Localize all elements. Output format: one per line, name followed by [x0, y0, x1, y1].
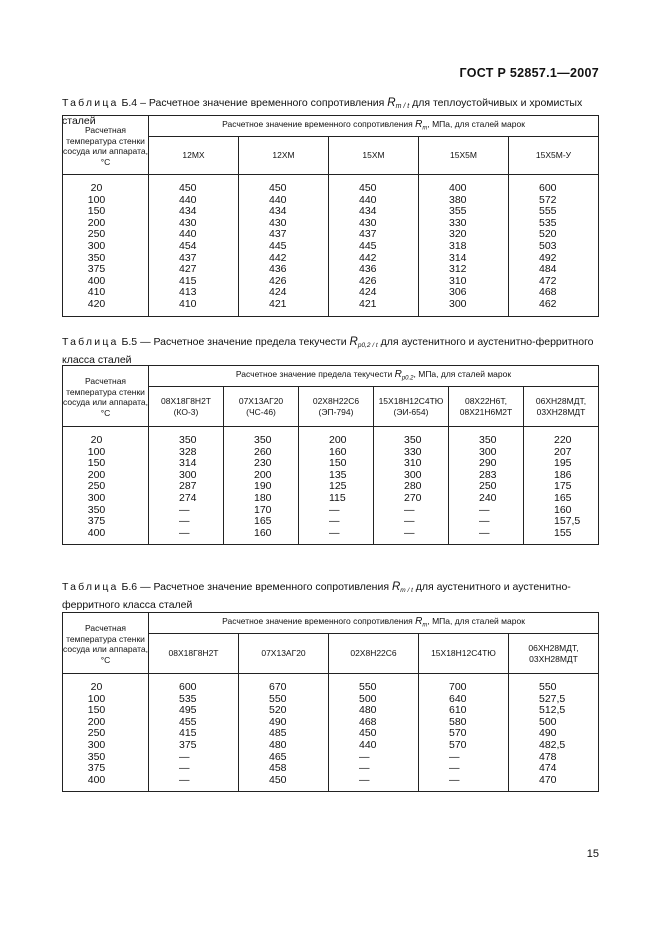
- value-cell: 424: [329, 287, 419, 299]
- value-cell: 430: [329, 218, 419, 230]
- value-cell: 445: [239, 241, 329, 253]
- value-cell: 314: [149, 458, 224, 470]
- temperature-cell: 300: [63, 740, 149, 752]
- table-label: Таблица: [62, 581, 119, 593]
- value-cell: 150: [299, 458, 374, 470]
- value-cell: 450: [239, 183, 329, 195]
- value-cell: 300: [374, 470, 449, 482]
- value-cell: 550: [239, 694, 329, 706]
- value-cell: 450: [329, 728, 419, 740]
- value-cell: 600: [509, 183, 599, 195]
- value-cell: —: [329, 752, 419, 764]
- table-label: Таблица: [62, 336, 119, 348]
- table-row: [63, 435, 599, 447]
- value-cell: 135: [299, 470, 374, 482]
- value-cell: 165: [524, 493, 599, 505]
- value-cell: —: [149, 752, 239, 764]
- value-cell: 170: [224, 505, 299, 517]
- temperature-cell: 350: [63, 505, 149, 517]
- value-cell: 328: [149, 447, 224, 459]
- value-cell: 250: [449, 481, 524, 493]
- temperature-cell: 150: [63, 206, 149, 218]
- value-cell: 440: [329, 740, 419, 752]
- table-row: [63, 229, 599, 241]
- grade-group-header: Расчетное значение временного сопротивления $R_m$, МПа, для сталей марок: [149, 116, 599, 137]
- value-cell: 437: [329, 229, 419, 241]
- value-cell: 270: [374, 493, 449, 505]
- value-cell: 160: [524, 505, 599, 517]
- table-number: Б.5: [121, 336, 138, 348]
- value-cell: 512,5: [509, 705, 599, 717]
- value-cell: 436: [239, 264, 329, 276]
- table-number: Б.6: [121, 581, 138, 593]
- table-row: [63, 493, 599, 505]
- value-cell: 440: [149, 229, 239, 241]
- value-cell: 355: [419, 206, 509, 218]
- value-cell: —: [149, 775, 239, 787]
- table-row: [63, 528, 599, 540]
- grade-column-header: 15Х5М-У: [509, 137, 599, 175]
- value-cell: 320: [419, 229, 509, 241]
- value-cell: 310: [419, 276, 509, 288]
- temperature-cell: 420: [63, 299, 149, 311]
- value-cell: 520: [239, 705, 329, 717]
- value-cell: 535: [509, 218, 599, 230]
- value-cell: —: [299, 505, 374, 517]
- grade-column-header: 07Х13АГ20: [239, 634, 329, 674]
- value-cell: 300: [149, 470, 224, 482]
- value-cell: —: [449, 516, 524, 528]
- value-cell: 230: [224, 458, 299, 470]
- value-cell: 474: [509, 763, 599, 775]
- value-cell: 434: [239, 206, 329, 218]
- temperature-cell: 150: [63, 458, 149, 470]
- temperature-cell: 350: [63, 253, 149, 265]
- table-row: [63, 241, 599, 253]
- value-cell: 160: [224, 528, 299, 540]
- value-cell: 115: [299, 493, 374, 505]
- table-row: [63, 206, 599, 218]
- value-cell: 527,5: [509, 694, 599, 706]
- value-cell: —: [374, 516, 449, 528]
- grade-column-header: 06ХН28МДТ, 03ХН28МДТ: [509, 634, 599, 674]
- value-cell: 312: [419, 264, 509, 276]
- value-cell: 186: [524, 470, 599, 482]
- grade-column-header: 06ХН28МДТ, 03ХН28МДТ: [524, 387, 599, 427]
- temperature-cell: 350: [63, 752, 149, 764]
- table-row: [63, 195, 599, 207]
- value-cell: 535: [149, 694, 239, 706]
- value-cell: 306: [419, 287, 509, 299]
- table-row: [63, 717, 599, 729]
- value-cell: —: [449, 528, 524, 540]
- value-cell: 350: [449, 435, 524, 447]
- grade-column-header: 15ХМ: [329, 137, 419, 175]
- table-row: [63, 728, 599, 740]
- table-row: [63, 264, 599, 276]
- table-b5-caption: Таблица Б.5 — Расчетное значение предела текучести $R_{p0,2 / t}$ для аустенитного и аустенитно-ферритного класса сталей: [62, 336, 594, 366]
- value-cell: 400: [419, 183, 509, 195]
- value-cell: 572: [509, 195, 599, 207]
- value-cell: 485: [239, 728, 329, 740]
- value-cell: 440: [149, 195, 239, 207]
- value-cell: —: [419, 775, 509, 787]
- value-cell: 495: [149, 705, 239, 717]
- value-cell: 160: [299, 447, 374, 459]
- temperature-cell: 100: [63, 694, 149, 706]
- value-cell: —: [329, 763, 419, 775]
- value-cell: 450: [239, 775, 329, 787]
- grade-column-header: 15Х5М: [419, 137, 509, 175]
- value-cell: 410: [149, 299, 239, 311]
- temperature-cell: 100: [63, 195, 149, 207]
- value-cell: 125: [299, 481, 374, 493]
- temperature-cell: 20: [63, 435, 149, 447]
- temperature-cell: 20: [63, 183, 149, 195]
- value-cell: 482,5: [509, 740, 599, 752]
- grade-column-header: 08Х18Г8Н2Т: [149, 634, 239, 674]
- value-cell: 455: [149, 717, 239, 729]
- table-row: [63, 218, 599, 230]
- table-row: [63, 253, 599, 265]
- value-cell: 480: [239, 740, 329, 752]
- grade-column-header: 02Х8Н22С6 (ЭП-794): [299, 387, 374, 427]
- value-cell: 700: [419, 682, 509, 694]
- value-cell: 434: [329, 206, 419, 218]
- table-row: [63, 276, 599, 288]
- value-cell: 427: [149, 264, 239, 276]
- table-row: [63, 740, 599, 752]
- table-row: [63, 763, 599, 775]
- temperature-cell: 100: [63, 447, 149, 459]
- table-label: Таблица: [62, 97, 119, 109]
- temperature-cell: 150: [63, 705, 149, 717]
- temperature-cell: 200: [63, 218, 149, 230]
- temperature-column-header: Расчетная температура стенки сосуда или аппарата, °С: [63, 366, 149, 427]
- value-cell: 287: [149, 481, 224, 493]
- grade-column-header: 15Х18Н12С4ТЮ: [419, 634, 509, 674]
- value-cell: 421: [329, 299, 419, 311]
- table-row: [63, 516, 599, 528]
- value-cell: 310: [374, 458, 449, 470]
- table-b6-caption: Таблица Б.6 — Расчетное значение временного сопротивления $R_{m / t}$ для аустенитного и аустенитно-ферритного класса сталей: [62, 581, 571, 611]
- temperature-cell: 250: [63, 728, 149, 740]
- grade-column-header: 08Х22Н6Т, 08Х21Н6М2Т: [449, 387, 524, 427]
- value-cell: 550: [509, 682, 599, 694]
- grade-group-header: Расчетное значение временного сопротивления $R_m$, МПа, для сталей марок: [149, 613, 599, 634]
- value-cell: 426: [329, 276, 419, 288]
- value-cell: —: [374, 505, 449, 517]
- value-cell: 442: [239, 253, 329, 265]
- value-cell: —: [149, 516, 224, 528]
- temperature-cell: 250: [63, 229, 149, 241]
- value-cell: 490: [239, 717, 329, 729]
- value-cell: 462: [509, 299, 599, 311]
- value-cell: 260: [224, 447, 299, 459]
- value-cell: 180: [224, 493, 299, 505]
- value-cell: 207: [524, 447, 599, 459]
- grade-column-header: 12МХ: [149, 137, 239, 175]
- value-cell: —: [299, 528, 374, 540]
- table-row: [63, 682, 599, 694]
- value-cell: 413: [149, 287, 239, 299]
- value-cell: 490: [509, 728, 599, 740]
- table-b4-caption: Таблица Б.4 – Расчетное значение временного сопротивления $R_{m / t}$ для теплоустойчивых и хромистых сталей: [62, 97, 583, 127]
- value-cell: 434: [149, 206, 239, 218]
- temperature-cell: 410: [63, 287, 149, 299]
- value-cell: —: [419, 752, 509, 764]
- grade-column-header: 02Х8Н22С6: [329, 634, 419, 674]
- table-row: [63, 694, 599, 706]
- table-row: [63, 752, 599, 764]
- value-cell: 314: [419, 253, 509, 265]
- temperature-cell: 375: [63, 516, 149, 528]
- grade-group-header: Расчетное значение предела текучести $R_{p0.2}$, МПа, для сталей марок: [149, 366, 599, 387]
- table-number: Б.4: [121, 97, 138, 109]
- temperature-cell: 400: [63, 775, 149, 787]
- value-cell: 220: [524, 435, 599, 447]
- value-cell: 300: [419, 299, 509, 311]
- temperature-cell: 250: [63, 481, 149, 493]
- value-cell: 350: [149, 435, 224, 447]
- value-cell: 468: [329, 717, 419, 729]
- value-cell: 484: [509, 264, 599, 276]
- value-cell: 155: [524, 528, 599, 540]
- value-cell: 436: [329, 264, 419, 276]
- value-cell: 437: [149, 253, 239, 265]
- temperature-cell: 375: [63, 763, 149, 775]
- value-cell: 480: [329, 705, 419, 717]
- value-cell: 445: [329, 241, 419, 253]
- table-b5: [62, 365, 599, 545]
- value-cell: 470: [509, 775, 599, 787]
- value-cell: 440: [239, 195, 329, 207]
- value-cell: 520: [509, 229, 599, 241]
- temperature-cell: 400: [63, 528, 149, 540]
- value-cell: 380: [419, 195, 509, 207]
- grade-column-header: 08Х18Г8Н2Т (КО-3): [149, 387, 224, 427]
- value-cell: 350: [374, 435, 449, 447]
- temperature-cell: 400: [63, 276, 149, 288]
- value-cell: 500: [329, 694, 419, 706]
- value-cell: 450: [329, 183, 419, 195]
- value-cell: 458: [239, 763, 329, 775]
- value-cell: 274: [149, 493, 224, 505]
- value-cell: 442: [329, 253, 419, 265]
- temperature-cell: 375: [63, 264, 149, 276]
- grade-column-header: 15Х18Н12С4ТЮ (ЭИ-654): [374, 387, 449, 427]
- value-cell: 415: [149, 728, 239, 740]
- value-cell: 283: [449, 470, 524, 482]
- value-cell: 157,5: [524, 516, 599, 528]
- page-number: 15: [586, 848, 599, 860]
- value-cell: 450: [149, 183, 239, 195]
- temperature-column-header: Расчетная температура стенки сосуда или аппарата, °С: [63, 613, 149, 674]
- value-cell: 570: [419, 740, 509, 752]
- temperature-cell: 300: [63, 241, 149, 253]
- value-cell: —: [149, 763, 239, 775]
- value-cell: —: [299, 516, 374, 528]
- value-cell: —: [149, 505, 224, 517]
- value-cell: 375: [149, 740, 239, 752]
- value-cell: 200: [224, 470, 299, 482]
- value-cell: 430: [149, 218, 239, 230]
- temperature-cell: 300: [63, 493, 149, 505]
- value-cell: 670: [239, 682, 329, 694]
- grade-column-header: 07Х13АГ20 (ЧС-46): [224, 387, 299, 427]
- value-cell: 600: [149, 682, 239, 694]
- value-cell: 440: [329, 195, 419, 207]
- value-cell: 240: [449, 493, 524, 505]
- value-cell: 555: [509, 206, 599, 218]
- value-cell: 175: [524, 481, 599, 493]
- value-cell: 465: [239, 752, 329, 764]
- value-cell: 503: [509, 241, 599, 253]
- value-cell: 190: [224, 481, 299, 493]
- value-cell: 570: [419, 728, 509, 740]
- value-cell: 640: [419, 694, 509, 706]
- value-cell: —: [449, 505, 524, 517]
- value-cell: —: [374, 528, 449, 540]
- value-cell: 454: [149, 241, 239, 253]
- value-cell: 430: [239, 218, 329, 230]
- value-cell: 165: [224, 516, 299, 528]
- value-cell: —: [149, 528, 224, 540]
- value-cell: —: [419, 763, 509, 775]
- value-cell: 478: [509, 752, 599, 764]
- value-cell: 415: [149, 276, 239, 288]
- temperature-cell: 20: [63, 682, 149, 694]
- temperature-cell: 200: [63, 470, 149, 482]
- table-row: [63, 705, 599, 717]
- value-cell: 330: [374, 447, 449, 459]
- value-cell: 280: [374, 481, 449, 493]
- table-b6: [62, 612, 599, 792]
- value-cell: 500: [509, 717, 599, 729]
- table-row: [63, 299, 599, 311]
- temperature-cell: 200: [63, 717, 149, 729]
- value-cell: 437: [239, 229, 329, 241]
- value-cell: 424: [239, 287, 329, 299]
- value-cell: 318: [419, 241, 509, 253]
- value-cell: —: [329, 775, 419, 787]
- table-b4: [62, 115, 599, 317]
- value-cell: 195: [524, 458, 599, 470]
- document-code: ГОСТ Р 52857.1—2007: [459, 66, 599, 80]
- value-cell: 421: [239, 299, 329, 311]
- value-cell: 550: [329, 682, 419, 694]
- value-cell: 472: [509, 276, 599, 288]
- value-cell: 610: [419, 705, 509, 717]
- grade-column-header: 12ХМ: [239, 137, 329, 175]
- value-cell: 580: [419, 717, 509, 729]
- table-row: [63, 287, 599, 299]
- table-row: [63, 775, 599, 787]
- value-cell: 350: [224, 435, 299, 447]
- temperature-column-header: Расчетная температура стенки сосуда или аппарата, °С: [63, 116, 149, 175]
- table-row: [63, 183, 599, 195]
- value-cell: 290: [449, 458, 524, 470]
- value-cell: 426: [239, 276, 329, 288]
- value-cell: 492: [509, 253, 599, 265]
- value-cell: 300: [449, 447, 524, 459]
- value-cell: 468: [509, 287, 599, 299]
- value-cell: 200: [299, 435, 374, 447]
- value-cell: 330: [419, 218, 509, 230]
